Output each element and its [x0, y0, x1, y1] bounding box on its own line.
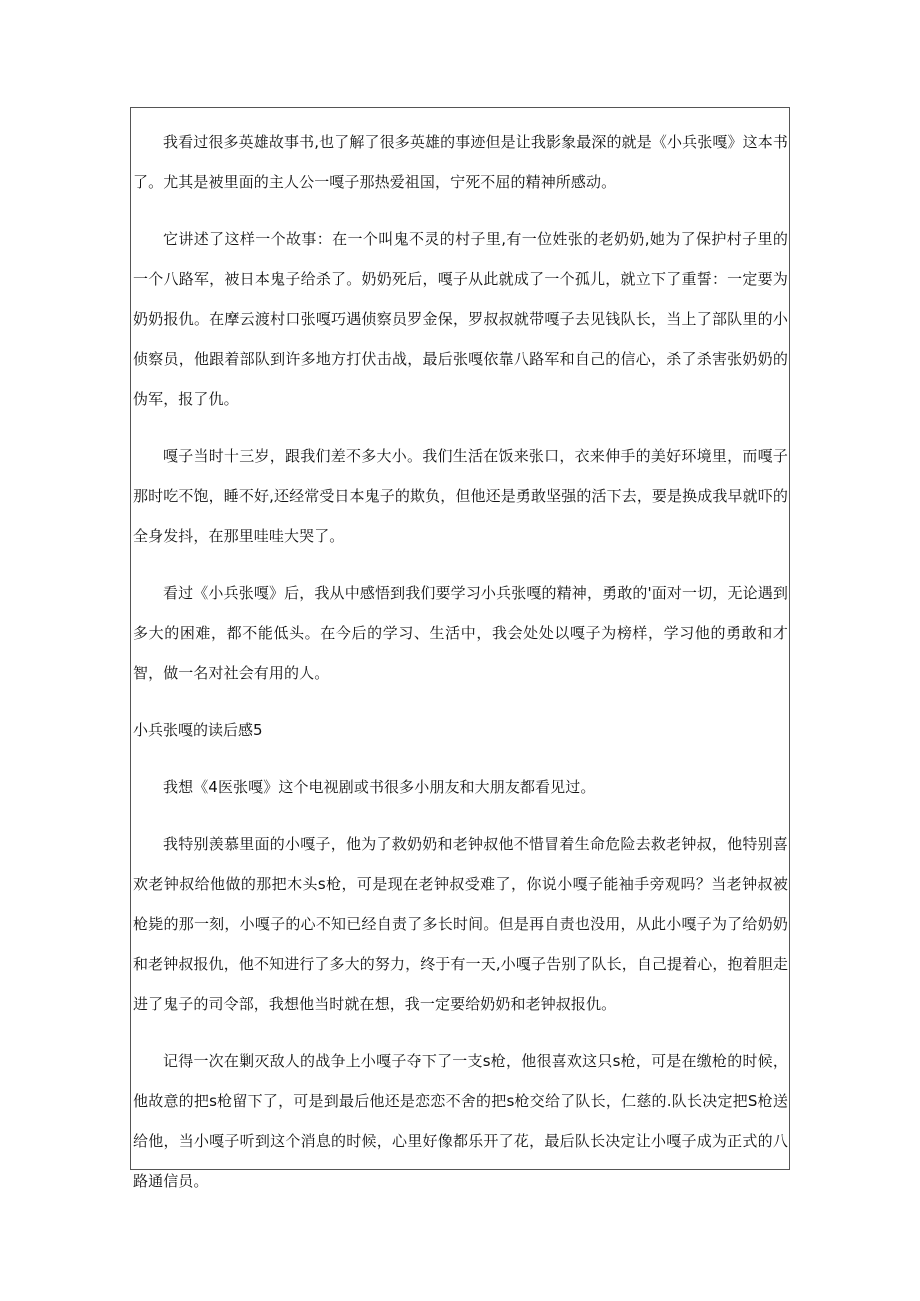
paragraph: 嘎子当时十三岁，跟我们差不多大小。我们生活在饭来张口，衣来伸手的美好环境里，而嘎子那时吃不饱，睡不好,还经常受日本鬼子的欺负，但他还是勇敢坚强的活下去，要是换成我早就吓的全身发抖，在那里哇哇大哭了。 [133, 447, 788, 545]
section-title: 小兵张嘎的读后感5 [133, 721, 263, 739]
paragraph: 我看过很多英雄故事书,也了解了很多英雄的事迹但是让我影象最深的就是《小兵张嘎》这本书了。尤其是被里面的主人公一嘎子那热爱祖国，宁死不屈的精神所感动。 [133, 133, 788, 191]
paragraph: 看过《小兵张嘎》后，我从中感悟到我们要学习小兵张嘎的精神，勇敢的'面对一切，无论遇到多大的困难，都不能低头。在今后的学习、生活中，我会处处以嘎子为榜样，学习他的勇敢和才智，做一名对社会有用的人。 [133, 584, 788, 682]
paragraph: 我特别羡慕里面的小嘎子，他为了救奶奶和老钟叔他不惜冒着生命危险去救老钟叔，他特别喜欢老钟叔给他做的那把木头s枪，可是现在老钟叔受难了，你说小嘎子能袖手旁观吗？当老钟叔被枪毙的那一刻，小嘎子的心不知已经自责了多长时间。但是再自责也没用，从此小嘎子为了给奶奶和老钟叔报仇，他不知进行了多大的努力，终于有一天,小嘎子告别了队长，自己提着心，抱着胆走进了鬼子的司令部，我想他当时就在想，我一定要给奶奶和老钟叔报仇。 [133, 835, 788, 1013]
paragraph: 它讲述了这样一个故事：在一个叫鬼不灵的村子里,有一位姓张的老奶奶,她为了保护村子里的一个八路军，被日本鬼子给杀了。奶奶死后，嘎子从此就成了一个孤儿，就立下了重誓：一定要为奶奶报仇。在摩云渡村口张嘎巧遇侦察员罗金保，罗叔叔就带嘎子去见钱队长，当上了部队里的小侦察员，他跟着部队到许多地方打伏击战，最后张嘎依靠八路军和自己的信心，杀了杀害张奶奶的伪军，报了仇。 [133, 230, 788, 408]
document-body [133, 122, 788, 1218]
paragraph: 我想《4医张嘎》这个电视剧或书很多小朋友和大朋友都看见过。 [163, 778, 596, 796]
paragraph: 记得一次在剿灭敌人的战争上小嘎子夺下了一支s枪，他很喜欢这只s枪，可是在缴枪的时候，他故意的把s枪留下了，可是到最后他还是恋恋不舍的把s枪交给了队长，仁慈的.队长决定把S枪送给他，当小嘎子听到这个消息的时候，心里好像都乐开了花，最后队长决定让小嘎子成为正式的八路通信员。 [133, 1052, 788, 1190]
